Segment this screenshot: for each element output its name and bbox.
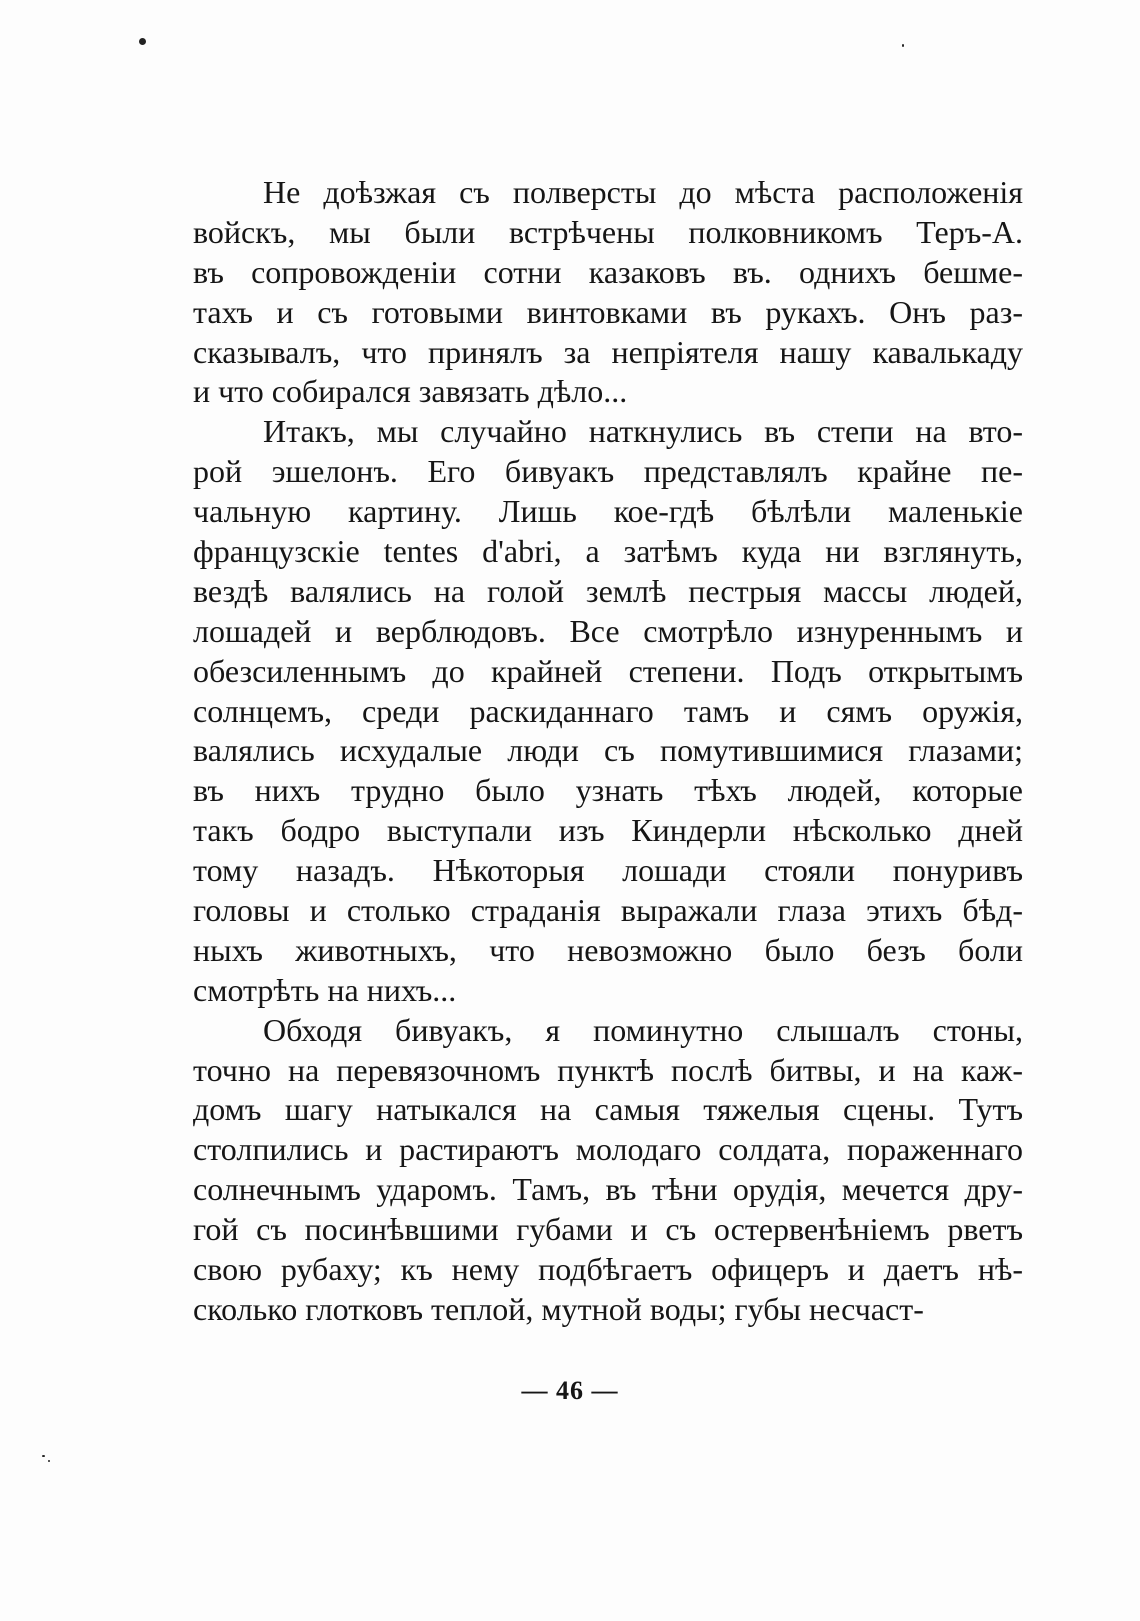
text-line: рой эшелонъ. Его бивуакъ представлялъ крайне пе-	[193, 453, 1023, 490]
text-line: Обходя бивуакъ, я поминутно слышалъ стоны,	[263, 1011, 1023, 1048]
text-line: точно на перевязочномъ пунктѣ послѣ битвы, и на каж-	[193, 1051, 1023, 1088]
text-line: лошадей и верблюдовъ. Все смотрѣло изнуреннымъ и	[193, 612, 1023, 649]
paragraph	[193, 412, 1023, 1010]
text-line: Итакъ, мы случайно наткнулись въ степи на вто-	[263, 413, 1023, 450]
text-line: головы и столько страданія выражали глаза этихъ бѣд-	[193, 892, 1023, 929]
text-line: чальную картину. Лишь кое-гдѣ бѣлѣли маленькіе	[193, 493, 1023, 530]
text-line: сказывалъ, что принялъ за непріятеля нашу кавалькаду	[193, 333, 1023, 370]
text-line: ныхъ животныхъ, что невозможно было безъ боли	[193, 931, 1023, 968]
page-number: — 46 —	[521, 1376, 619, 1405]
text-line: свою рубаху; къ нему подбѣгаетъ офицеръ и даетъ нѣ-	[193, 1251, 1023, 1288]
text-line: солнцемъ, среди раскиданнаго тамъ и сямъ оружія,	[193, 692, 1023, 729]
text-line: тахъ и съ готовыми винтовками въ рукахъ. Онъ раз-	[193, 293, 1023, 330]
scan-speck	[902, 44, 904, 47]
body-text	[193, 173, 1023, 1330]
text-line: обезсиленнымъ до крайней степени. Подъ открытымъ	[193, 652, 1023, 689]
text-line: смотрѣть на нихъ...	[193, 971, 457, 1008]
text-line: тому назадъ. Нѣкоторыя лошади стояли понуривъ	[193, 852, 1023, 889]
text-line: въ нихъ трудно было узнать тѣхъ людей, которые	[193, 772, 1023, 809]
text-line: въ сопровожденіи сотни казаковъ въ. однихъ бешме-	[193, 253, 1023, 290]
text-line: и что собирался завязать дѣло...	[193, 373, 628, 410]
text-line: сколько глотковъ теплой, мутной воды; губы несчаст-	[193, 1290, 924, 1327]
scan-speck	[48, 1460, 50, 1462]
text-line: столпились и растираютъ молодаго солдата, пораженнаго	[193, 1131, 1023, 1168]
text-line: вездѣ валялись на голой землѣ пестрыя массы людей,	[193, 572, 1023, 609]
scan-speck	[139, 38, 146, 45]
paragraph	[193, 1011, 1023, 1330]
scan-speck	[42, 1455, 45, 1457]
text-line: такъ бодро выступали изъ Киндерли нѣсколько дней	[193, 812, 1023, 849]
paragraph	[193, 173, 1023, 412]
text-line: Не доѣзжая съ полверсты до мѣста расположенія	[263, 174, 1023, 210]
text-line: солнечнымъ ударомъ. Тамъ, въ тѣни орудія, мечется дру-	[193, 1171, 1023, 1208]
text-line: гой съ посинѣвшими губами и съ остервенѣніемъ рветъ	[193, 1211, 1023, 1248]
text-line: войскъ, мы были встрѣчены полковникомъ Теръ-А.	[193, 213, 1023, 250]
text-line: домъ шагу натыкался на самыя тяжелыя сцены. Тутъ	[193, 1091, 1023, 1128]
text-line: валялись исхудалые люди съ помутившимися глазами;	[193, 732, 1023, 769]
text-line: французскіе tentes d'abri, а затѣмъ куда ни взглянуть,	[193, 533, 1023, 570]
